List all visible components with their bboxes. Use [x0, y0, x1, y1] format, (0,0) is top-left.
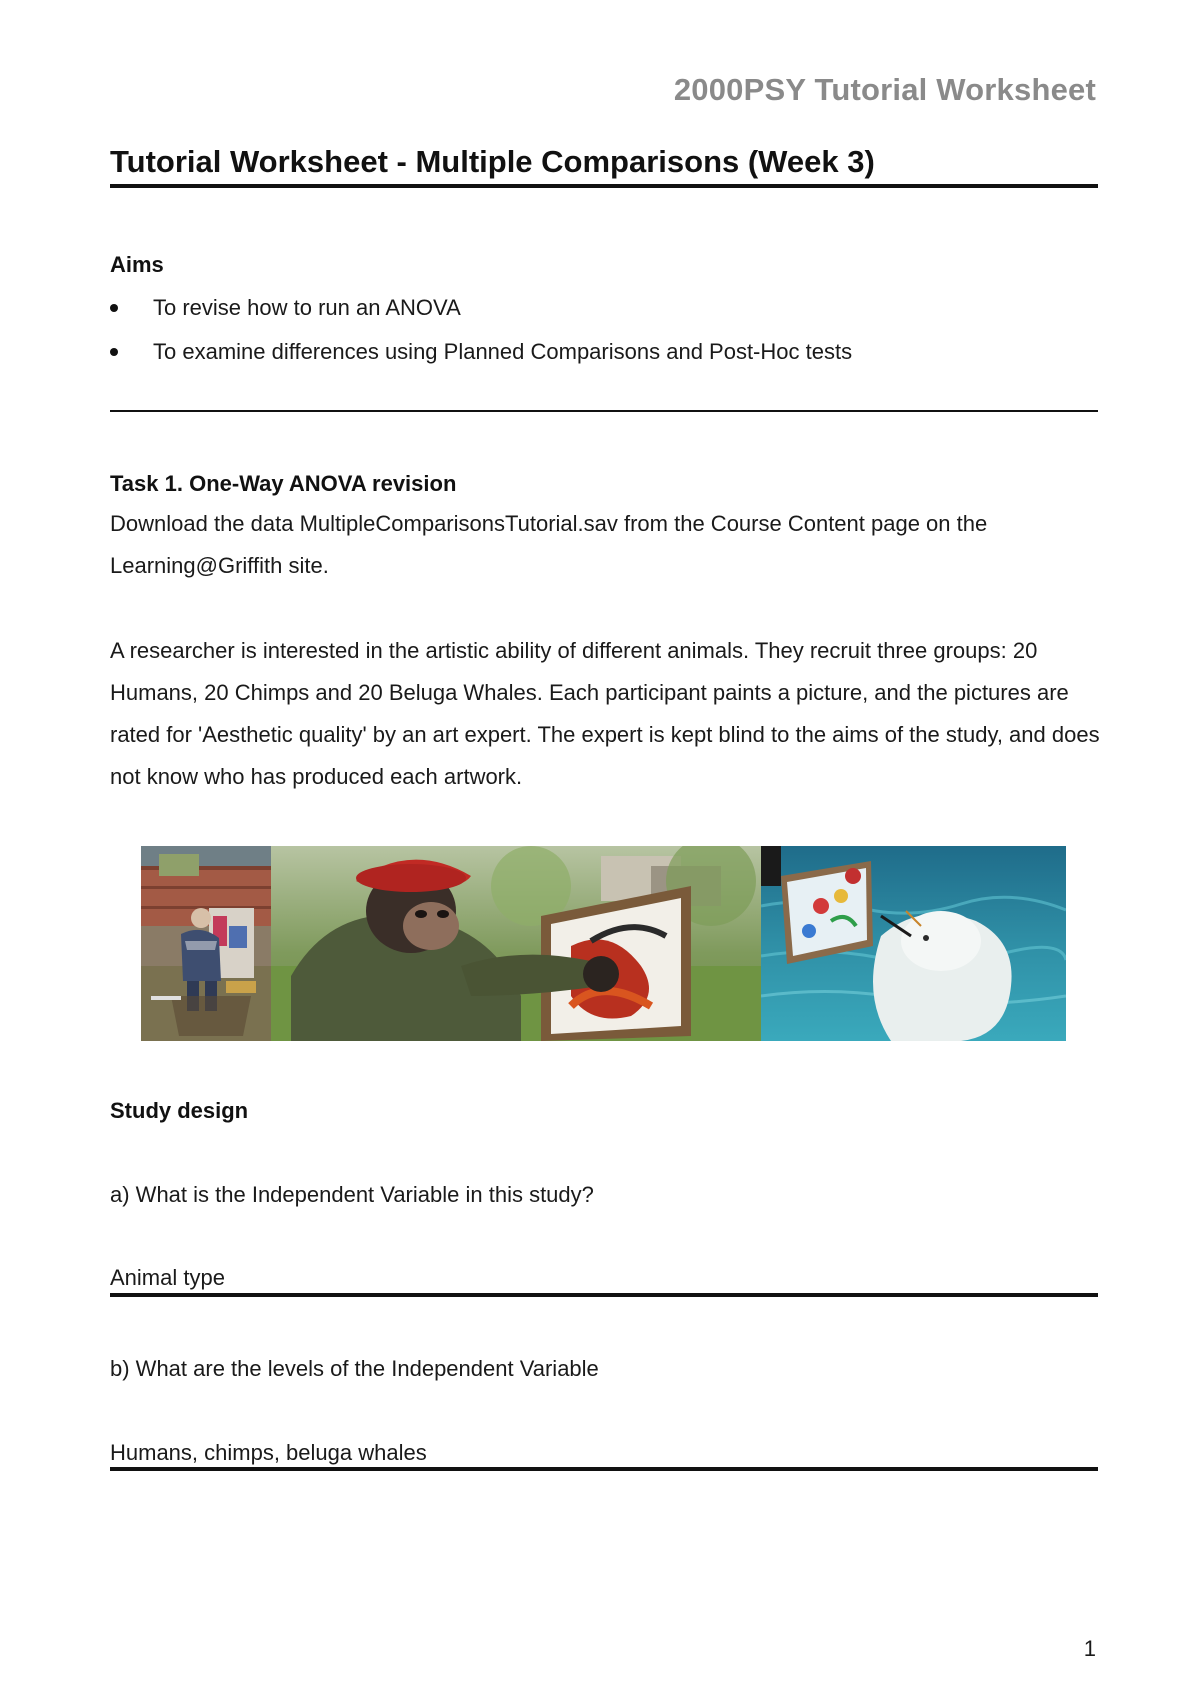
title-underline: [110, 184, 1098, 188]
task1-heading: Task 1. One-Way ANOVA revision: [110, 471, 457, 496]
aims-list-item: [110, 338, 852, 382]
document-title: Tutorial Worksheet - Multiple Comparisons (Week 3): [110, 144, 875, 179]
answer-b-underline: [110, 1467, 1098, 1471]
page-number: 1: [1083, 1636, 1096, 1661]
download-instructions: Download the data MultipleComparisonsTutorial.sav from the Course Content page on the Learning@Griffith site.: [110, 511, 988, 578]
aims-heading: Aims: [110, 252, 164, 277]
answer-a: Animal type: [110, 1265, 225, 1290]
animal-painting-photos: [141, 846, 1066, 1041]
human-painting-photo: [141, 846, 271, 1041]
section-divider: [110, 410, 1098, 412]
running-header: 2000PSY Tutorial Worksheet: [673, 72, 1096, 107]
question-a: a) What is the Independent Variable in this study?: [110, 1182, 594, 1207]
aims-item-text: To revise how to run an ANOVA: [153, 295, 461, 320]
answer-a-underline: [110, 1293, 1098, 1297]
scenario-paragraph: A researcher is interested in the artistic ability of different animals. They recruit three groups: 20 Humans, 20 Chimps and 20 Beluga Whales. Each participant paints a picture, and the pictures are rated for 'Aesthetic quality' by an art expert. The expert is kept blind to the aims of the study, and does not know who has produced each artwork.: [110, 638, 1100, 789]
chimp-painting-photo: [271, 846, 761, 1041]
aims-item-text: To examine differences using Planned Comparisons and Post-Hoc tests: [153, 339, 853, 364]
question-b: b) What are the levels of the Independent Variable: [110, 1356, 599, 1381]
beluga-painting-photo: [761, 846, 1066, 1041]
bullet-icon: [110, 348, 118, 356]
aims-list-item: [110, 294, 852, 338]
bullet-icon: [110, 304, 118, 312]
study-design-heading: Study design: [110, 1098, 249, 1123]
answer-b: Humans, chimps, beluga whales: [110, 1440, 427, 1465]
aims-list: [110, 294, 852, 382]
